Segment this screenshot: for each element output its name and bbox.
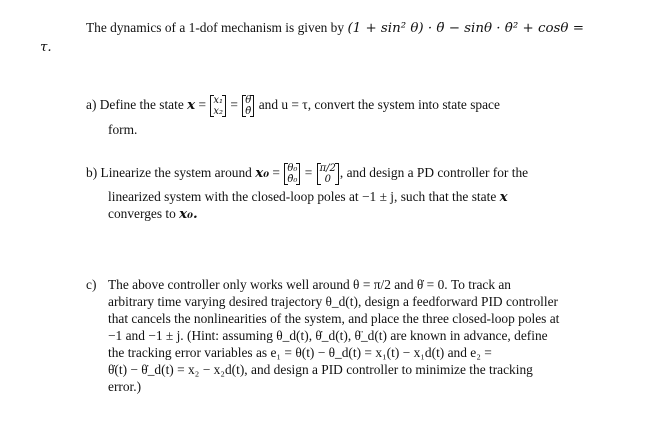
part-b-x0: x₀ <box>255 165 270 182</box>
part-a-theta-vector <box>242 95 254 117</box>
part-c-line-6: θ̇(t) − θ̇_d(t) = x₂ − x₂d(t), and design a PID controller to minimize the tracking <box>108 362 533 377</box>
part-c-line-4: −1 and −1 ± j. (Hint: assuming θ_d(t), θ̇_d(t), θ̈_d(t) are known in advance, define <box>108 328 548 343</box>
part-b-line1: b) Linearize the system around x₀ = θ₀ θ̇₀ = π/2 0 , and design a PD controller for the <box>86 163 529 185</box>
part-a-vec-bot: x₂ <box>213 106 224 117</box>
part-b-line2-x: x <box>499 189 508 205</box>
part-c-line-7: error.) <box>108 379 142 394</box>
intro-line <box>86 20 584 37</box>
part-a-label: a) <box>86 97 97 113</box>
part-b-pre: Linearize the system around <box>100 165 252 181</box>
part-c-line-2: arbitrary time varying desired trajectory θ_d(t), design a feedforward PID controller <box>108 294 558 309</box>
part-c-line-3: that cancels the nonlinearities of the system, and place the three closed-loop poles at <box>108 311 560 326</box>
part-a-state-var: x <box>187 97 196 114</box>
part-a-vec2-bot: θ̇ <box>245 106 252 117</box>
intro-text: The dynamics of a 1-dof mechanism is given by <box>86 20 345 35</box>
part-a-pre: Define the state <box>99 97 184 113</box>
part-b-line2 <box>108 189 508 205</box>
part-b-theta0-vector <box>284 163 300 185</box>
part-b-post: , and design a PD controller for the <box>339 165 529 181</box>
intro-equation: (1 + sin² θ) · θ̈ − sinθ · θ̇² + cosθ = <box>347 21 584 36</box>
part-a-post: and u = τ, convert the system into state space <box>258 97 500 113</box>
part-a-vec2-top: θ <box>245 95 252 106</box>
part-b-line3-x: x₀. <box>179 206 198 222</box>
part-a-state-vector <box>210 95 226 117</box>
part-a-line2: form. <box>108 122 138 137</box>
part-b-vec2-bot: 0 <box>324 174 331 185</box>
part-b-vec2-top: π/2 <box>319 163 336 174</box>
part-b-vec-bot: θ̇₀ <box>287 174 298 185</box>
part-b-vec-top: θ₀ <box>287 163 298 174</box>
part-b-label: b) <box>86 165 98 181</box>
part-b-line2-text: linearized system with the closed-loop poles at −1 ± j, such that the state <box>108 189 497 204</box>
intro-tau: τ. <box>40 40 52 55</box>
part-c-line-5: the tracking error variables as e₁ = θ(t) − θ_d(t) = x₁(t) − x₁d(t) and e₂ = <box>108 345 492 360</box>
part-a-line1: a) Define the state x = x₁ x₂ = θ θ̇ and u = τ, convert the system into state space <box>86 95 500 117</box>
part-c-label: c) <box>86 277 97 292</box>
part-b-line3 <box>108 206 198 222</box>
part-c-line-1: The above controller only works well around θ = π/2 and θ̇ = 0. To track an <box>108 277 512 292</box>
part-b-value-vector <box>317 163 339 185</box>
part-b-line3-text: converges to <box>108 206 176 221</box>
part-a-vec-top: x₁ <box>213 95 224 106</box>
